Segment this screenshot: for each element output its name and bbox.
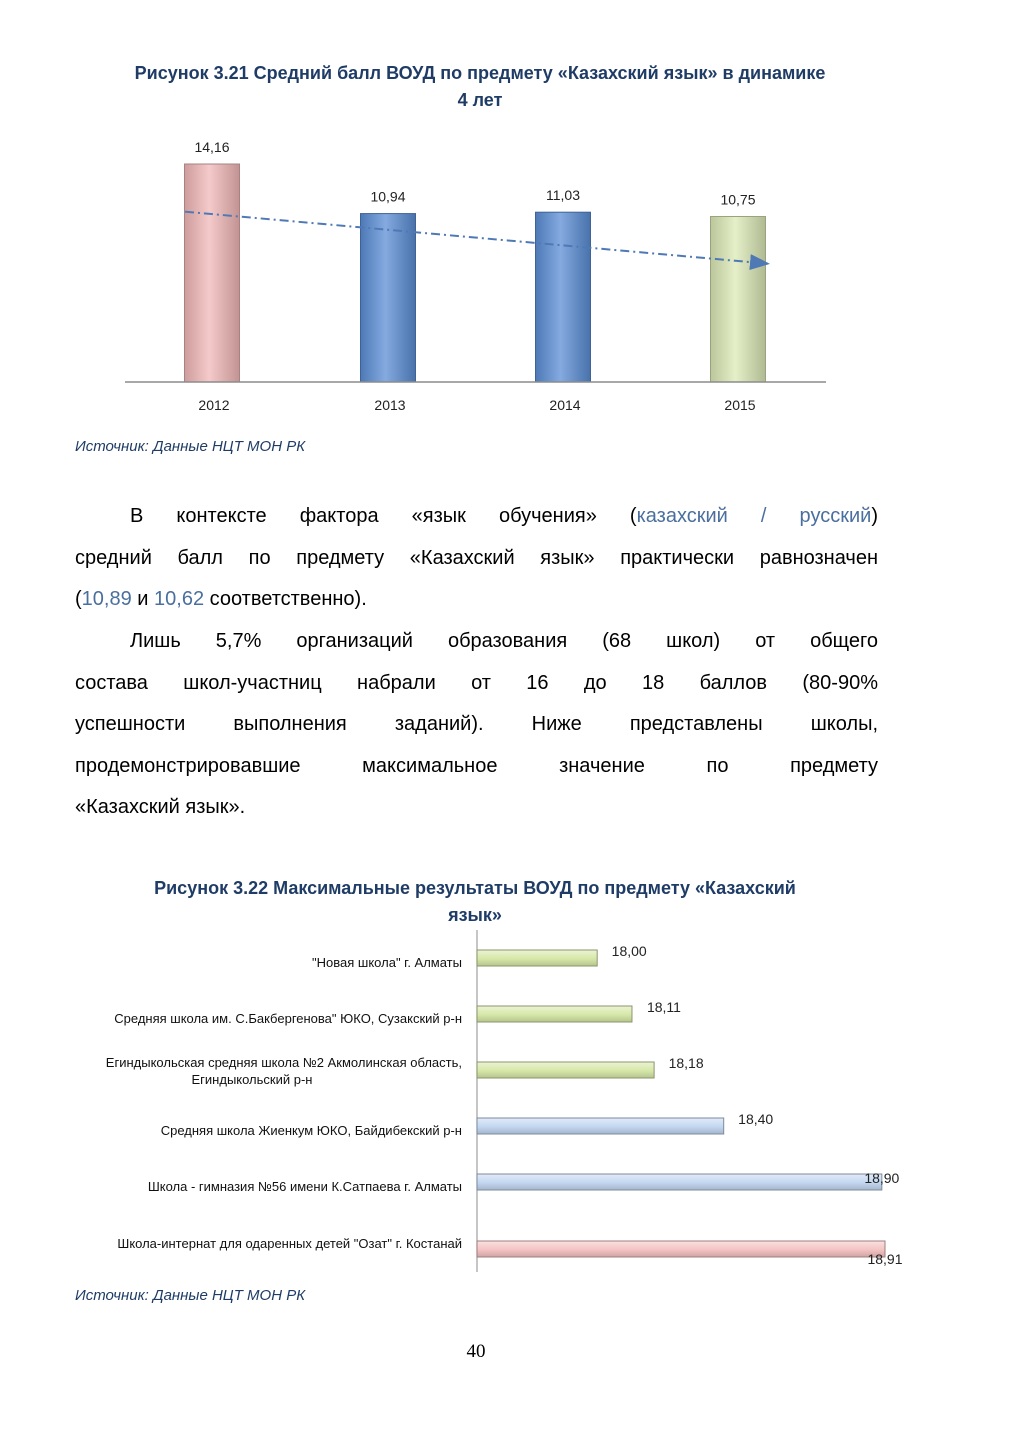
data-label: 18,40 [738, 1111, 774, 1127]
figure-title-line: Рисунок 3.21 Средний балл ВОУД по предмету «Казахский язык» в динамике [134, 63, 826, 83]
tick-label: 2013 [374, 397, 406, 413]
figure-title-line: 4 лет [457, 90, 503, 110]
data-label: 11,03 [546, 187, 580, 204]
text-line: успешности выполнения заданий). Ниже представлены школы, [75, 713, 878, 735]
tick-label: 2015 [724, 397, 756, 413]
text-run: ) [871, 505, 878, 527]
text-line [75, 496, 878, 538]
text-line: Лишь 5,7% организаций образования (68 школ) от общего [130, 630, 878, 652]
text-run: соответственно). [204, 588, 367, 610]
data-label: 10,75 [720, 191, 756, 208]
trend-line [185, 212, 768, 264]
bar [185, 164, 240, 382]
bar [361, 214, 416, 382]
highlighted-text: казахский / русский [636, 505, 872, 527]
data-label: 18,18 [668, 1055, 704, 1071]
figure-title-line: Рисунок 3.22 Максимальные результаты ВОУД по предмету «Казахский [154, 878, 796, 898]
category-label: Средняя школа Жиенкум ЮКО, Байдибекский р-н [160, 1123, 462, 1138]
paragraph [75, 621, 878, 829]
data-label: 10,94 [370, 188, 406, 205]
text-line: продемонстрировавшие максимальное значение по предмету [75, 754, 878, 777]
category-label: "Новая школа" г. Алматы [312, 955, 462, 970]
text-run: и [131, 588, 155, 610]
vertical-bar-chart [0, 0, 1024, 430]
category-label: Егиндыкольский р-н [191, 1072, 313, 1087]
highlighted-number: 10,62 [154, 588, 205, 610]
category-label: Егиндыкольская средняя школа №2 Акмолинская область, [105, 1055, 462, 1070]
text-run: ( [75, 588, 82, 610]
data-label: 14,16 [194, 139, 230, 155]
text-line: состава школ-участниц набрали от 16 до 18 баллов (80-90% [75, 671, 878, 694]
category-label: Школа - гимназия №56 имени К.Сатпаева г. Алматы [147, 1179, 462, 1194]
bar [477, 1241, 885, 1257]
category-label: Средняя школа им. С.Бакбергенова" ЮКО, Сузакский р-н [114, 1011, 462, 1026]
highlighted-number: 10,89 [81, 588, 132, 610]
text-line: «Казахский язык». [75, 796, 246, 818]
bar [477, 1174, 882, 1190]
data-label: 18,11 [646, 999, 681, 1015]
page-number: 40 [466, 1341, 486, 1362]
bar [477, 1062, 654, 1078]
bar [477, 1118, 724, 1134]
text-run: В контексте фактора «язык обучения» ( [130, 505, 637, 527]
data-label: 18,00 [611, 943, 647, 959]
figure-title [55, 875, 895, 929]
category-label: Школа-интернат для одаренных детей "Озат" г. Костанай [117, 1236, 462, 1251]
text-line: средний балл по предмету «Казахский язык» практически равнозначен [75, 546, 878, 569]
data-label: 18,90 [864, 1170, 900, 1186]
figure-title-line: язык» [448, 905, 502, 925]
text-line [75, 579, 878, 621]
bar [536, 212, 591, 382]
bar [477, 950, 597, 966]
data-label: 18,91 [867, 1251, 903, 1267]
tick-label: 2014 [549, 397, 581, 413]
tick-label: 2012 [198, 397, 230, 413]
figure-source: Источник: Данные НЦТ МОН РК [75, 438, 306, 455]
bar [711, 216, 766, 382]
bar [477, 1006, 632, 1022]
paragraph [75, 496, 878, 621]
horizontal-bar-chart [0, 930, 1024, 1280]
figure-source: Источник: Данные НЦТ МОН РК [75, 1287, 306, 1304]
